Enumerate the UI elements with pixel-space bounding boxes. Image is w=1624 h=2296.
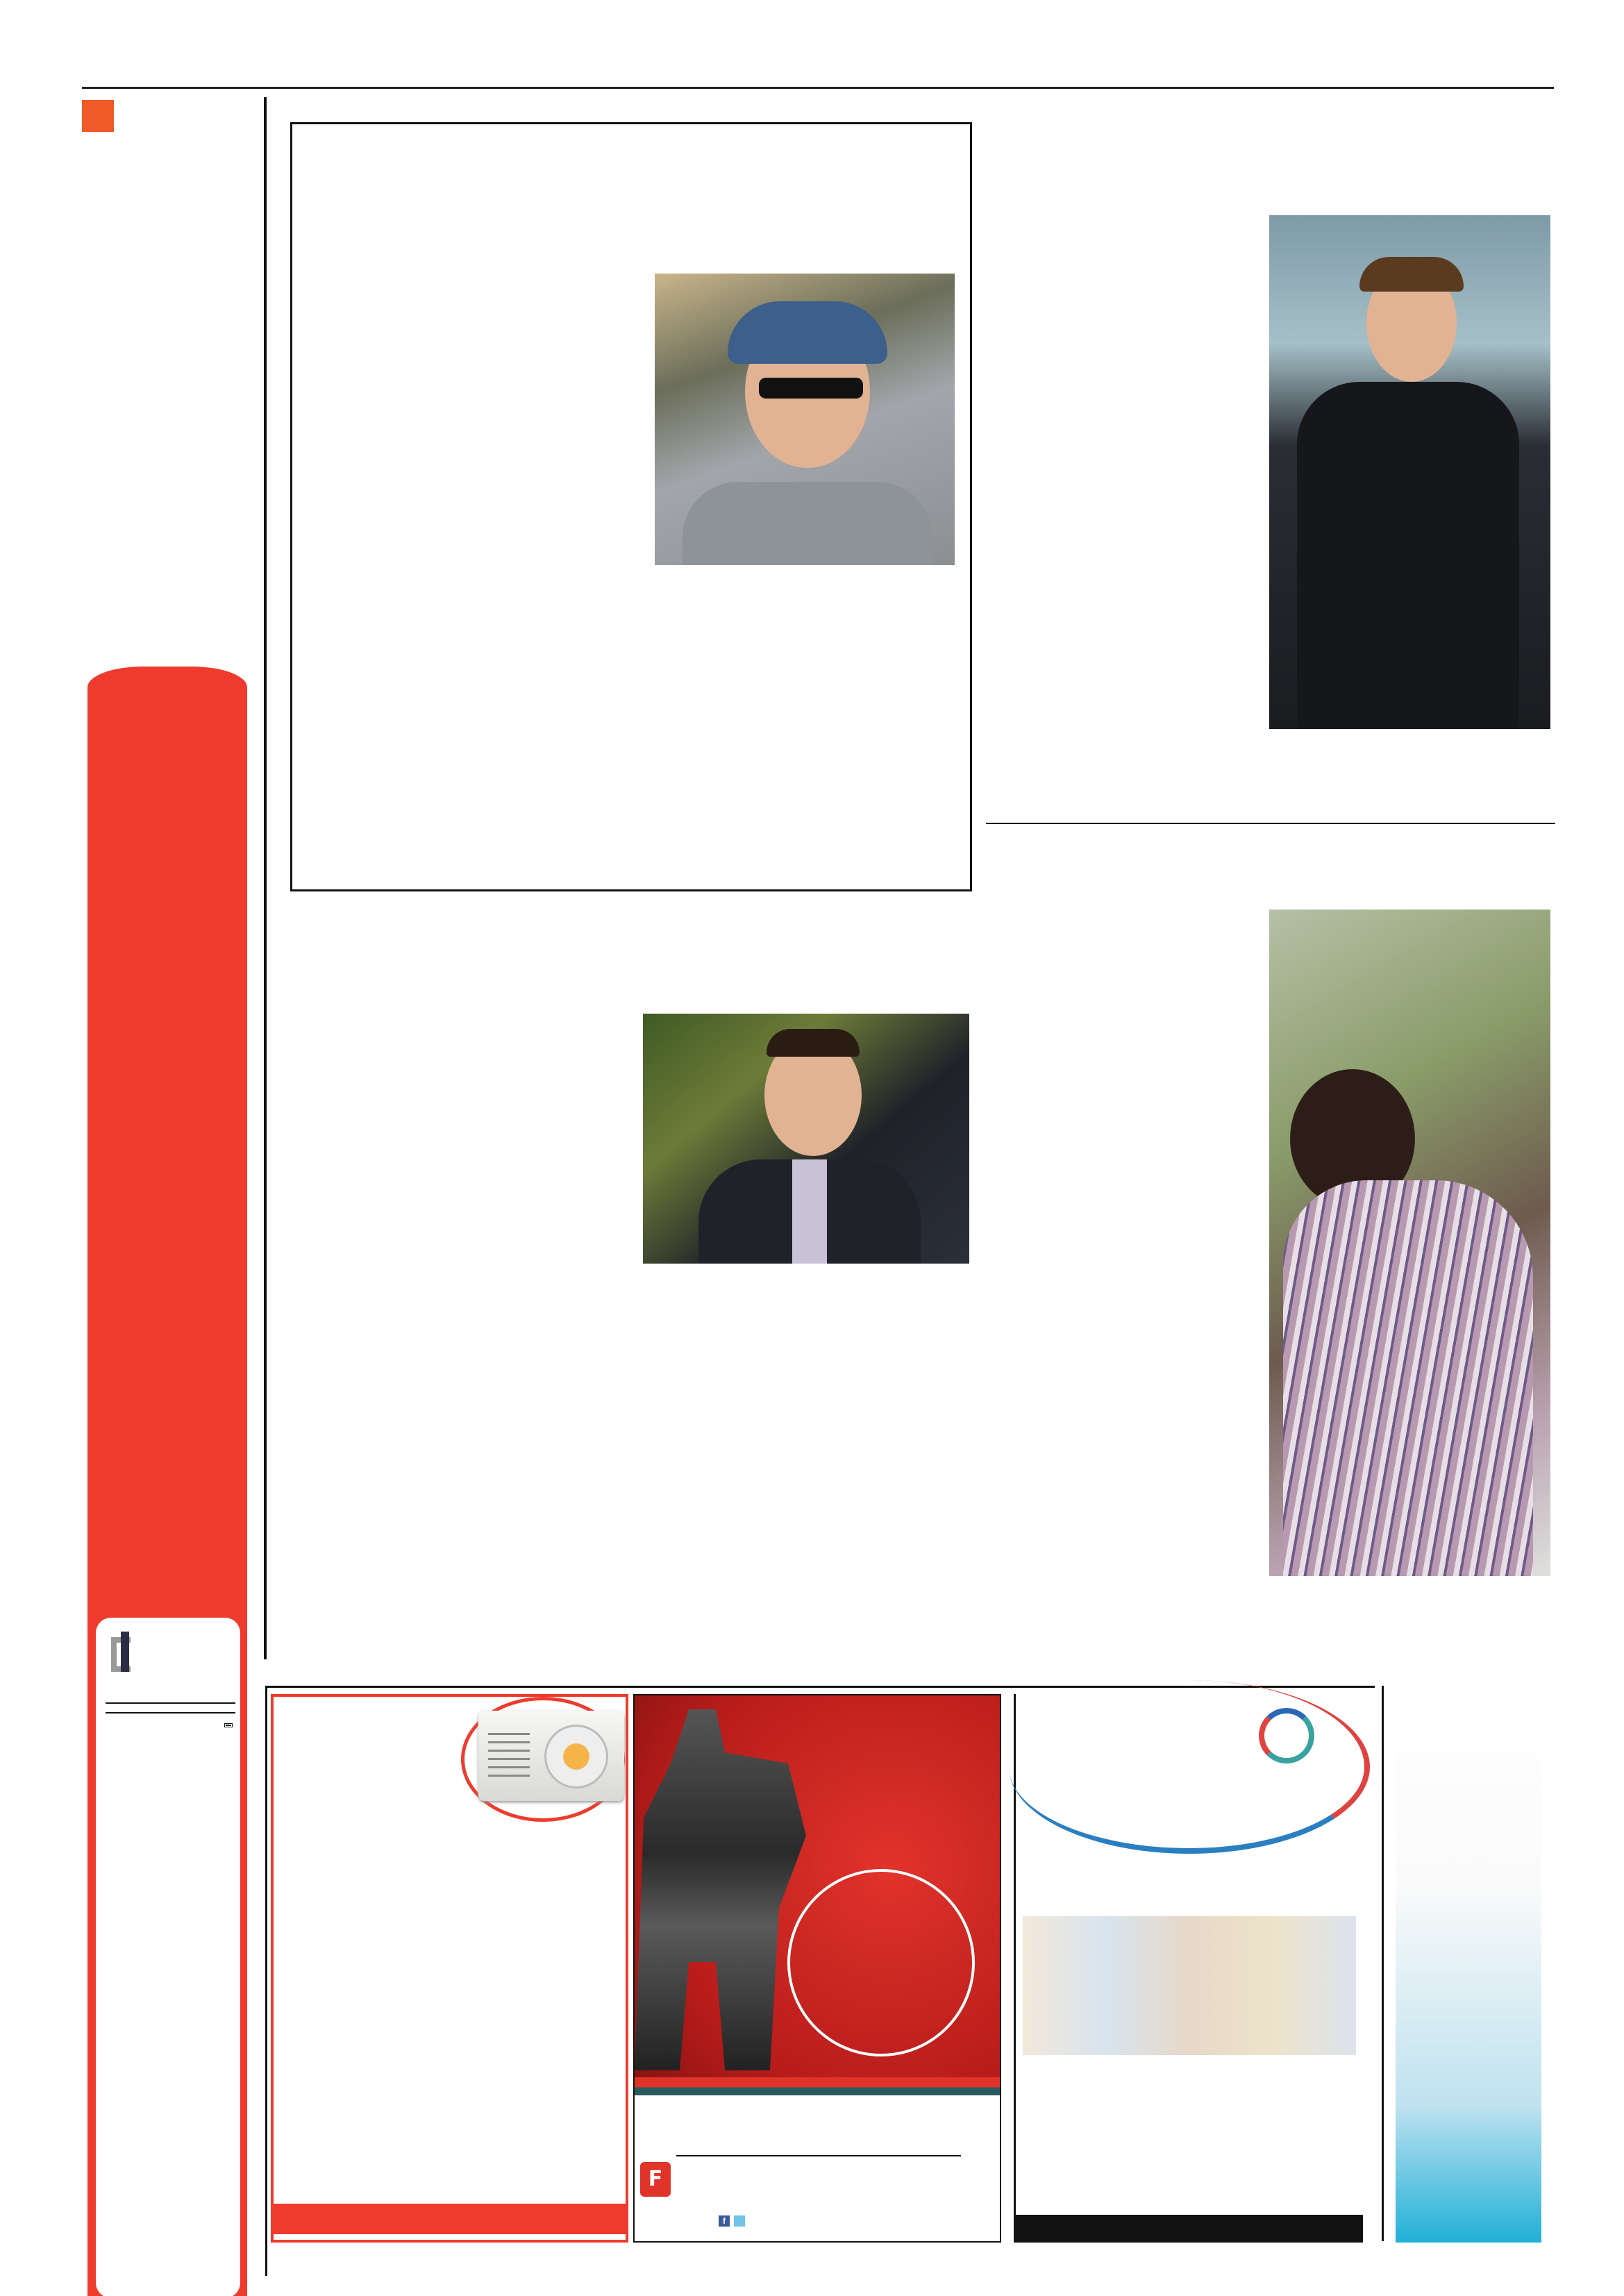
tune-in-banner[interactable] [274,2204,626,2234]
online-promo-ad[interactable] [1396,1694,1541,2243]
sidebar [82,97,265,2243]
photo-david-potter [1269,215,1550,729]
press-council-logo [106,1632,224,1680]
press-council-text [103,1694,238,1727]
divider [986,823,1555,824]
photo-lillian-kekana [1269,910,1550,1576]
ad-divider [1382,1686,1384,2241]
ad-divider [265,1686,267,2276]
category-accountants[interactable] [1024,2070,1035,2071]
page-header [82,61,1554,89]
looklocal-ad[interactable] [1014,1694,1375,2243]
supa-quick-ad[interactable] [633,1694,1001,2243]
divider [106,1712,235,1713]
category-dentists[interactable] [1221,2101,1232,2102]
article-highs-lows [986,826,1555,1680]
promo-circle [776,1857,987,2069]
robot-image [635,1709,815,2070]
article-buccleuch [290,903,972,1673]
divider [106,1702,235,1704]
photo-darren-bergman [643,1014,969,1264]
twitter-icon[interactable] [734,2215,745,2227]
category-builders[interactable] [1214,2166,1225,2167]
firestone-icon: F [640,2162,671,2197]
category-restaurants[interactable] [1217,2133,1228,2134]
vfd-badge [224,1723,233,1727]
facebook-icon[interactable]: f [719,2215,730,2227]
radio-icon [478,1711,624,1801]
category-lawyers[interactable] [1024,2105,1035,2106]
looklocal-people-icon [1259,1708,1314,1763]
article-politics [986,111,1555,805]
professionals-image [1023,1916,1356,2055]
category-plumbers[interactable] [1028,2169,1039,2170]
looklocal-url[interactable] [1016,2215,1363,2243]
article-glance [290,122,972,891]
column-divider [264,97,267,1659]
caxton-logo-icon [82,100,114,132]
radio-today-ad[interactable] [271,1694,628,2243]
staff-panel [87,667,247,2296]
photo-andrew-stewart [655,274,955,565]
press-council-box [96,1618,240,2296]
